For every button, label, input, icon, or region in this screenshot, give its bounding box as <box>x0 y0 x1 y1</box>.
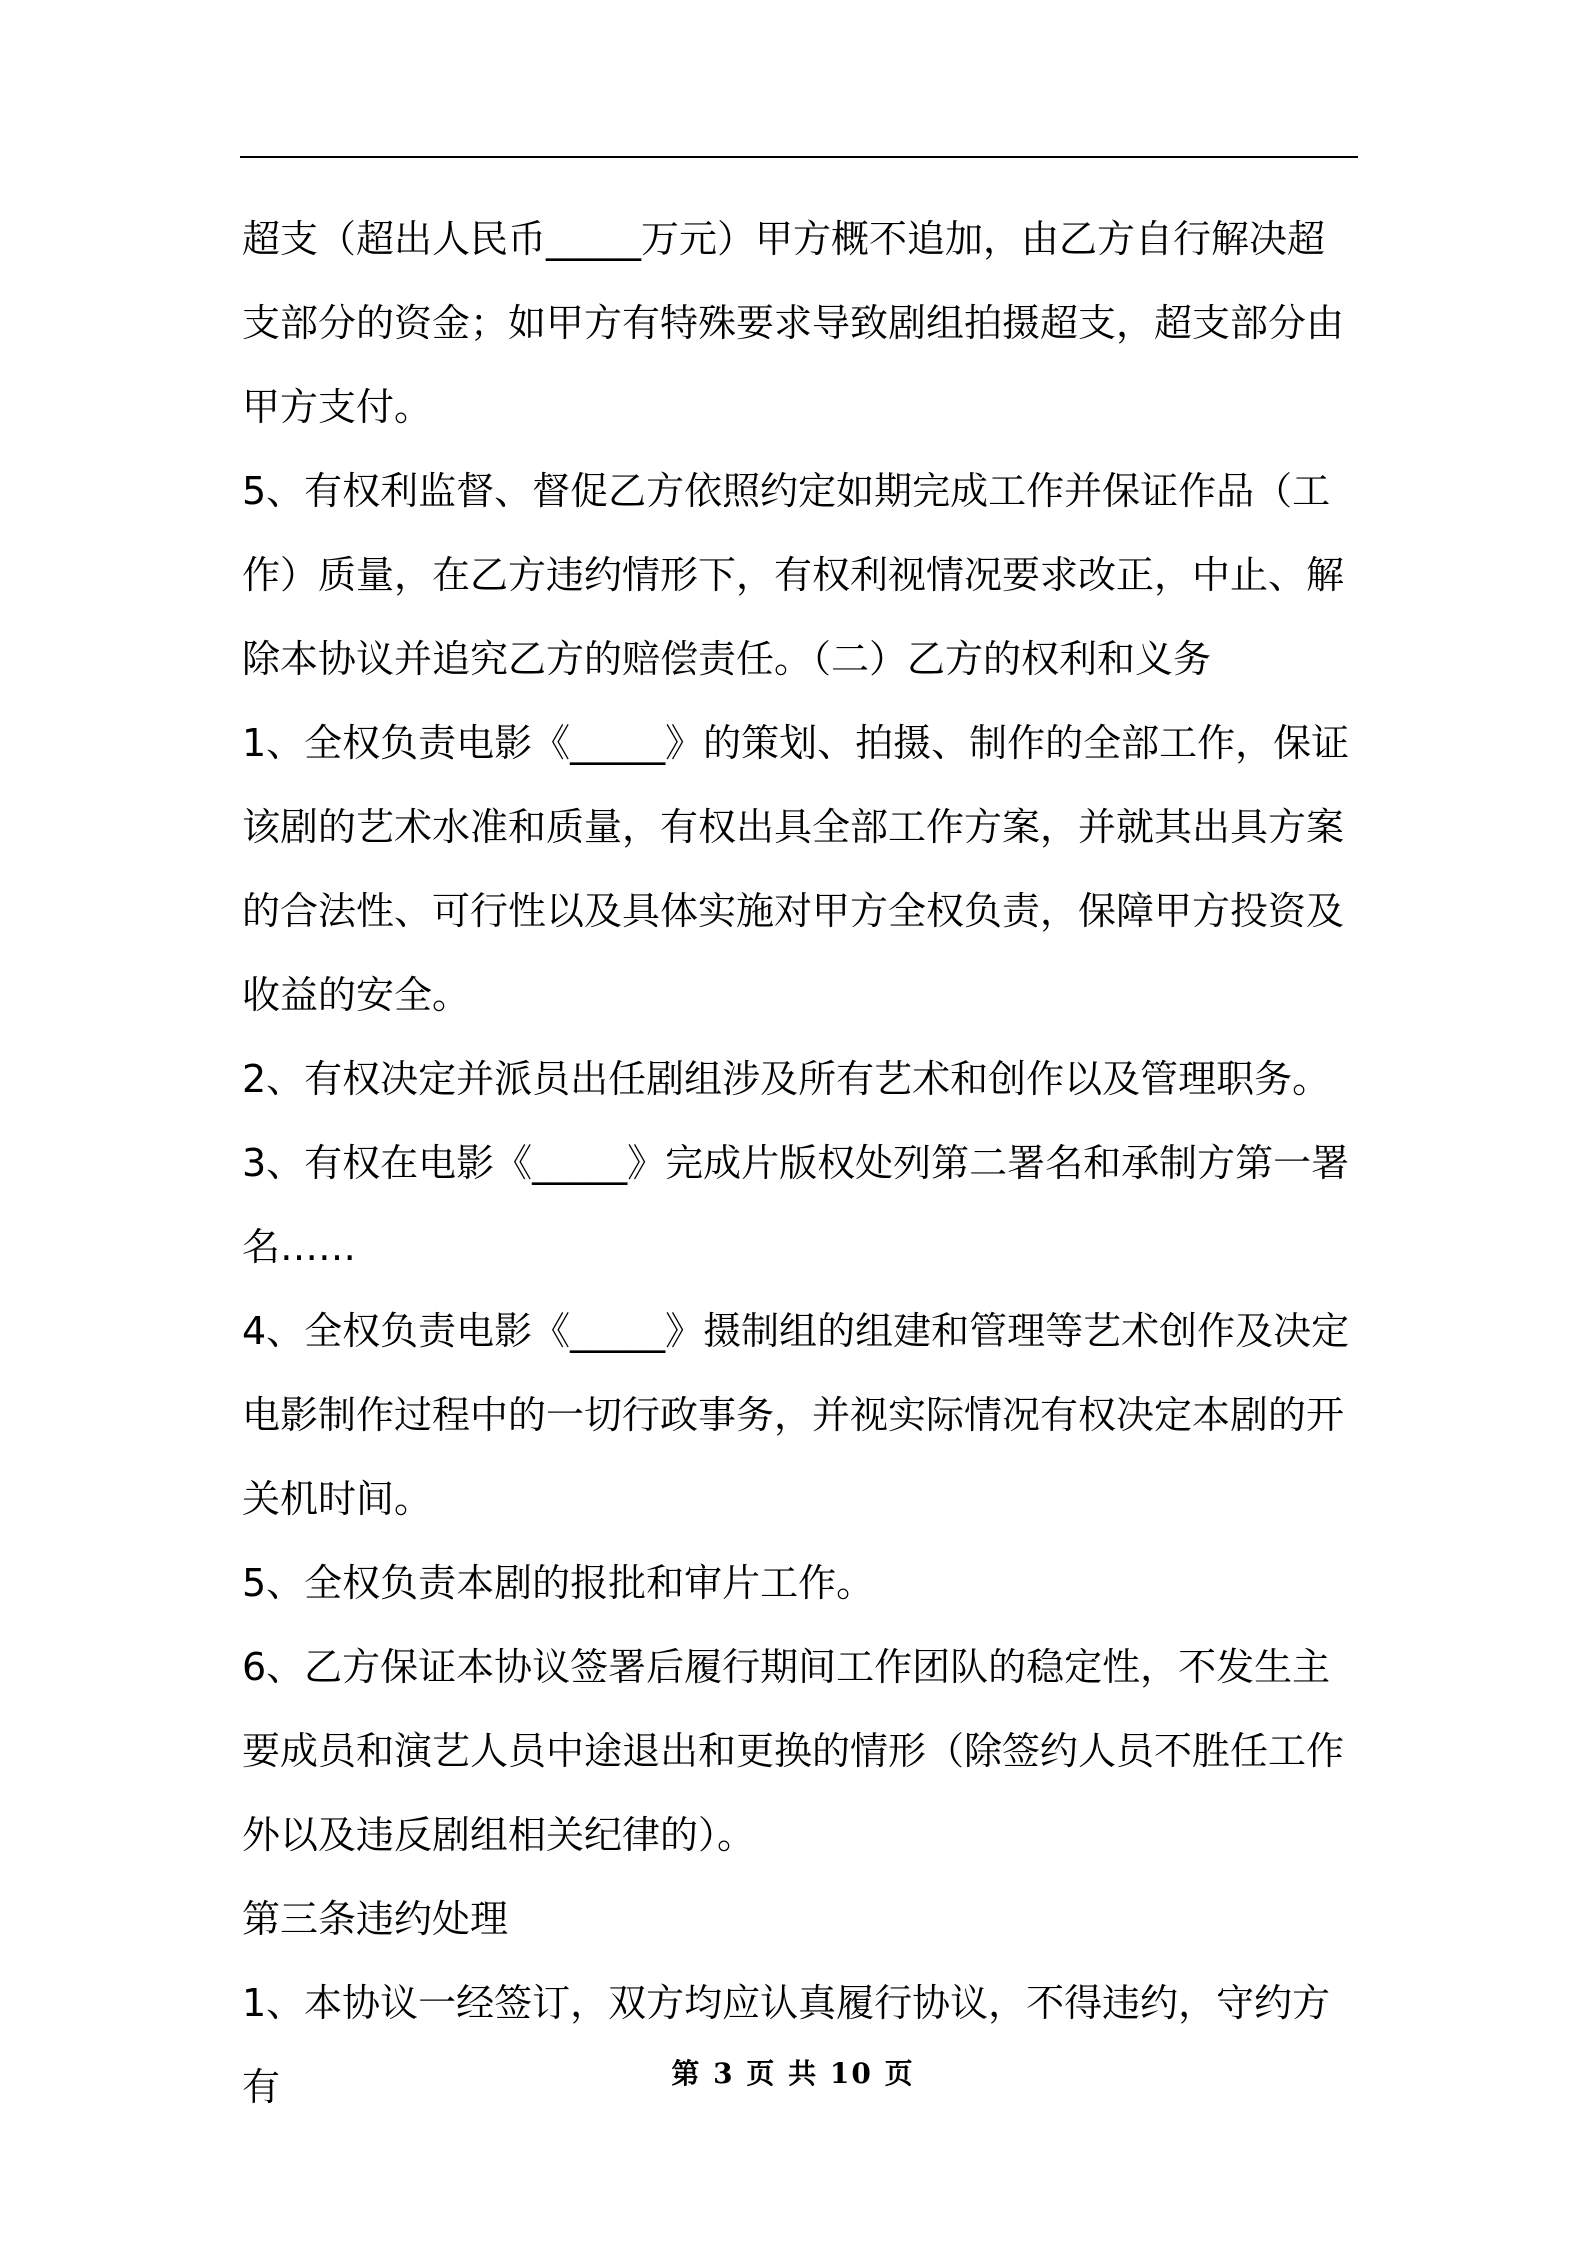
paragraph-1: 超支（超出人民币_____万元）甲方概不追加，由乙方自行解决超支部分的资金；如甲方有特殊要求导致剧组拍摄超支，超支部分由甲方支付。 <box>242 217 1345 429</box>
paragraph-6: 4、全权负责电影《_____》摄制组的组建和管理等艺术创作及决定电影制作过程中的一切行政事务，并视实际情况有权决定本剧的开关机时间。 <box>242 1309 1350 1521</box>
section-heading: 第三条违约处理 <box>242 1897 509 1941</box>
header-rule <box>240 156 1358 158</box>
paragraph-4: 2、有权决定并派员出任剧组涉及所有艺术和创作以及管理职务。 <box>242 1057 1331 1101</box>
paragraph-9: 1、本协议一经签订，双方均应认真履行协议，不得违约，守约方有 <box>242 1981 1331 2109</box>
body-text <box>242 197 1360 2129</box>
paragraph-2: 5、有权利监督、督促乙方依照约定如期完成工作并保证作品（工作）质量，在乙方违约情形下，有权利视情况要求改正，中止、解除本协议并追究乙方的赔偿责任。（二）乙方的权利和义务 <box>242 469 1345 681</box>
paragraph-8: 6、乙方保证本协议签署后履行期间工作团队的稳定性，不发生主要成员和演艺人员中途退出和更换的情形（除签约人员不胜任工作外以及违反剧组相关纪律的）。 <box>242 1645 1345 1857</box>
paragraph-7: 5、全权负责本剧的报批和审片工作。 <box>242 1561 875 1605</box>
paragraph-5: 3、有权在电影《_____》完成片版权处列第二署名和承制方第一署名…… <box>242 1141 1350 1269</box>
paragraph-3: 1、全权负责电影《_____》的策划、拍摄、制作的全部工作，保证该剧的艺术水准和质量，有权出具全部工作方案，并就其出具方案的合法性、可行性以及具体实施对甲方全权负责，保障甲方投资及收益的安全。 <box>242 721 1350 1017</box>
page-number-footer: 第 3 页 共 10 页 <box>671 2057 915 2090</box>
